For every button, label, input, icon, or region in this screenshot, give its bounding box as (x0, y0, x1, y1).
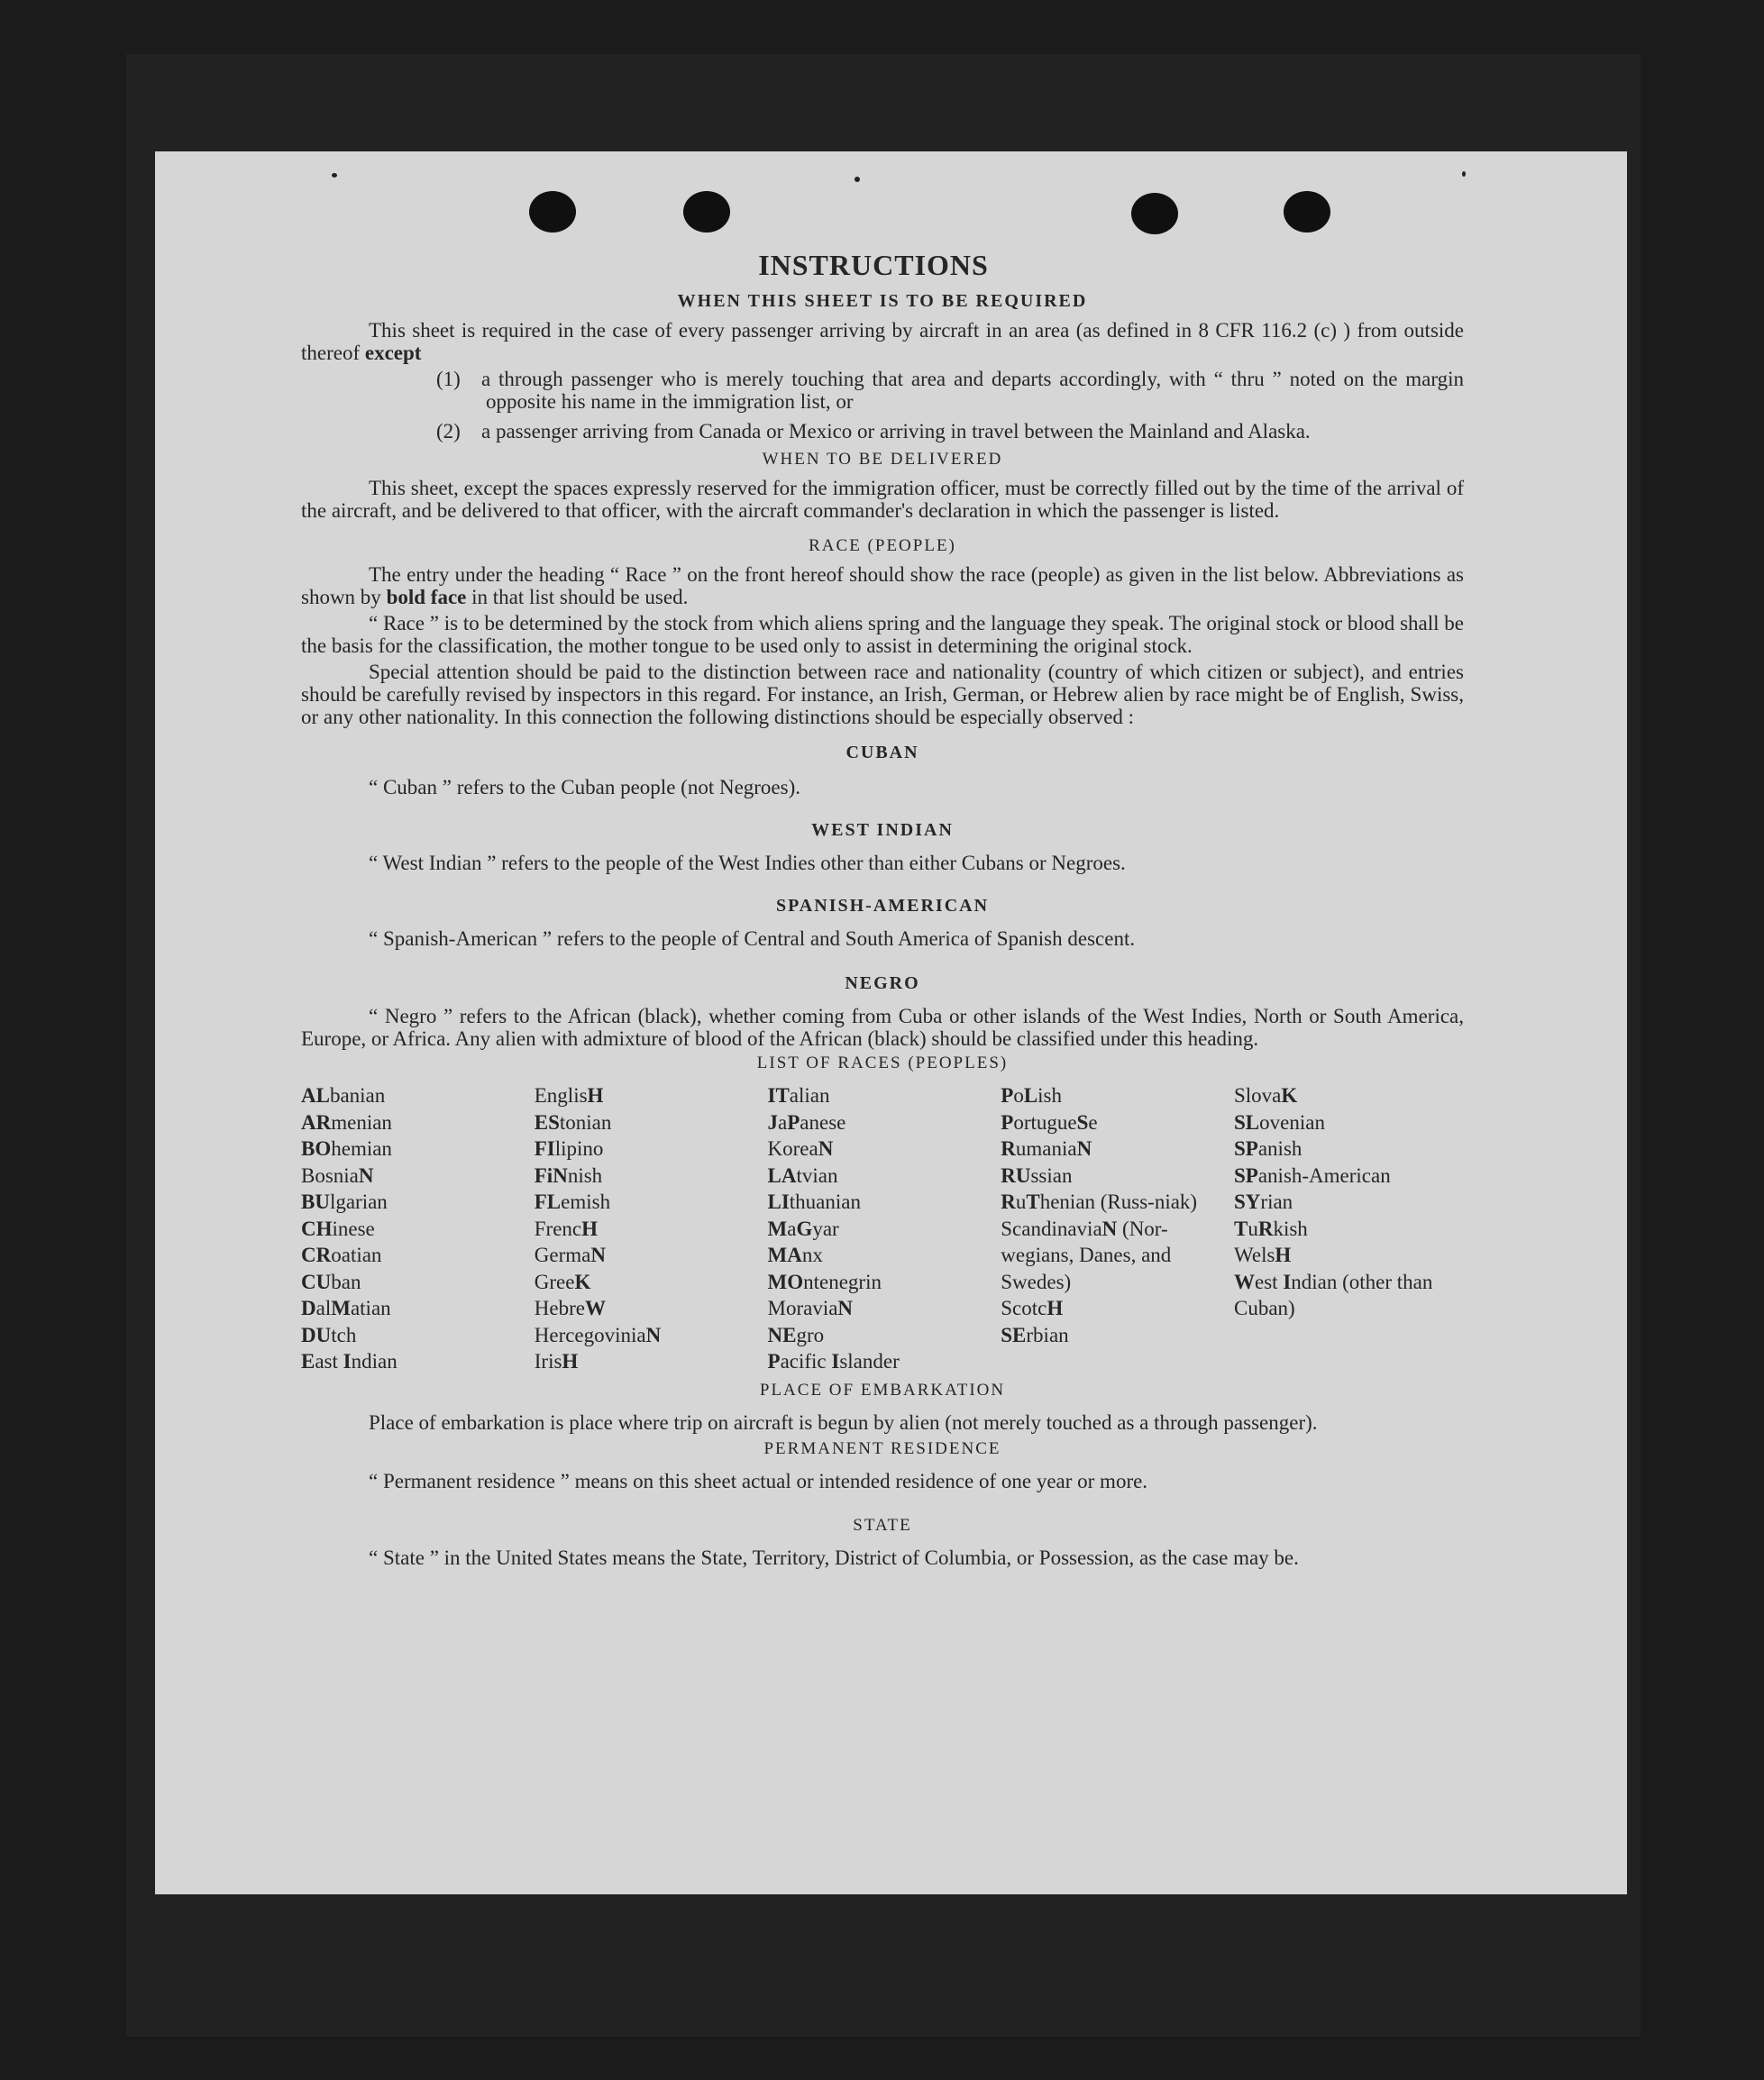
race-abbreviation: SP (1234, 1137, 1258, 1160)
exception-text: a through passenger who is merely touching that area and departs accordingly, with “ thru ” noted on the margin opposite his name in the immigration list, or (481, 368, 1464, 413)
race-abbreviation: M (767, 1217, 788, 1240)
race-entry (301, 1216, 531, 1243)
race-entry (301, 1109, 531, 1136)
race-entry (535, 1082, 764, 1109)
race-text: lipino (554, 1137, 604, 1160)
race-abbreviation: S (1076, 1110, 1089, 1134)
race-text: ndian (other than Cuban) (1234, 1270, 1433, 1319)
race-abbreviation: E (301, 1350, 315, 1373)
race-abbreviation: R (1001, 1137, 1016, 1160)
race-text: Scotc (1001, 1297, 1047, 1319)
race-abbreviation: SP (1234, 1163, 1258, 1187)
race-entry (768, 1189, 998, 1216)
speck (332, 173, 337, 178)
race-abbreviation: P (787, 1110, 800, 1134)
race-column (535, 1082, 764, 1375)
race-entry (1234, 1109, 1464, 1136)
race-abbreviation: D (301, 1297, 316, 1319)
race-text: Moravia (767, 1297, 838, 1319)
race-abbreviation: N (818, 1137, 834, 1160)
race-abbreviation: SE (1001, 1323, 1027, 1346)
race-abbreviation: J (767, 1110, 778, 1134)
race-abbreviation: FL (534, 1191, 562, 1213)
race-abbreviation: M (331, 1297, 351, 1319)
race-text: oatian (331, 1244, 382, 1266)
race-abbreviation: LI (767, 1191, 790, 1213)
race-abbreviation: N (358, 1163, 374, 1187)
race-entry (301, 1242, 531, 1269)
race-entry (768, 1082, 998, 1109)
race-abbreviation: CU (301, 1270, 332, 1293)
race-entry (535, 1322, 764, 1349)
race-entry (1001, 1295, 1230, 1322)
race-entry (301, 1322, 531, 1349)
race-text: Scandinavia (1001, 1217, 1102, 1240)
race-abbreviation: BU (301, 1191, 330, 1213)
race-abbreviation: H (1047, 1297, 1064, 1319)
section-heading-state: STATE (853, 1515, 912, 1535)
race-abbreviation: W (1234, 1270, 1255, 1293)
race-text: rian (1260, 1191, 1293, 1213)
race-paragraph-2: “ Race ” is to be determined by the stock from which aliens spring and the language they speak. The original stock or blood shall be the basis for the classification, the mother tongue to be used only to assist in determining the original stock. (301, 612, 1464, 657)
race-text: hemian (331, 1137, 392, 1160)
exception-number: (1) (436, 368, 461, 390)
race-text: Germa (534, 1244, 591, 1266)
race-text: ban (331, 1270, 361, 1293)
race-abbreviation: NE (767, 1323, 797, 1346)
race-entry (535, 1269, 764, 1296)
race-entry (768, 1109, 998, 1136)
race-text: o (1013, 1084, 1024, 1107)
race-entry (301, 1189, 531, 1216)
race-entry (768, 1295, 998, 1322)
race-abbreviation: H (587, 1084, 604, 1107)
west-indian-text: “ West Indian ” refers to the people of the West Indies other than either Cubans or Negroes. (369, 852, 1126, 874)
race-text: e (1088, 1110, 1098, 1134)
spanish-american-text: “ Spanish-American ” refers to the people of Central and South America of Spanish descent. (369, 927, 1136, 950)
punch-hole (683, 191, 730, 233)
race-text: Frenc (534, 1217, 582, 1240)
race-column (301, 1082, 531, 1375)
race-text: Englis (534, 1084, 588, 1107)
race-entry (1234, 1136, 1464, 1163)
race-text: Gree (534, 1270, 575, 1293)
section-heading-spanish-american: SPANISH-AMERICAN (775, 896, 990, 916)
section-heading-list-of-races: LIST OF RACES (PEOPLES) (756, 1054, 1009, 1072)
race-abbreviation: L (1023, 1084, 1038, 1107)
section-heading-west-indian: WEST INDIAN (811, 820, 954, 840)
race-text: umania (1015, 1137, 1077, 1160)
negro-text: “ Negro ” refers to the African (black), whether coming from Cuba or other islands of the West Indies, North or South America, Europe, or Africa. Any alien with admixture of blood of the African (black) should be classified under this heading. (301, 1005, 1464, 1050)
race-text: thuanian (789, 1191, 861, 1213)
race-abbreviation: DU (301, 1323, 332, 1346)
residence-text: “ Permanent residence ” means on this sheet actual or intended residence of one year or more. (369, 1469, 1148, 1492)
race-entry (301, 1163, 531, 1190)
race-text: inese (332, 1217, 375, 1240)
race-text: u (1248, 1217, 1258, 1240)
race-entry (768, 1348, 998, 1375)
race-text: tvian (796, 1163, 838, 1187)
race-entry (535, 1295, 764, 1322)
race-text: lgarian (329, 1191, 388, 1213)
race-entry (1234, 1082, 1464, 1109)
race-text: al (315, 1297, 332, 1319)
race-entry (768, 1163, 998, 1190)
race-abbreviation: ES (534, 1110, 560, 1134)
race-entry (768, 1136, 998, 1163)
race-abbreviation: R (1257, 1217, 1274, 1240)
race-text: alian (789, 1084, 830, 1107)
race-abbreviation: SL (1234, 1110, 1260, 1134)
exception-number: (2) (436, 420, 461, 442)
state-text: “ State ” in the United States means the State, Territory, District of Columbia, or Possession, as the case may be. (369, 1546, 1299, 1569)
race-text: ish (1037, 1084, 1062, 1107)
section-heading-embarkation: PLACE OF EMBARKATION (759, 1380, 1006, 1400)
race-text: anish-American (1257, 1163, 1391, 1187)
race-entry (301, 1269, 531, 1296)
race-abbreviation: H (562, 1350, 579, 1373)
race-abbreviation: IT (767, 1084, 790, 1107)
race-abbreviation: H (581, 1217, 599, 1240)
race-abbreviation: N (1076, 1137, 1092, 1160)
race-text: banian (329, 1084, 386, 1107)
race-entry (1001, 1109, 1230, 1136)
race-text: slander (839, 1350, 900, 1373)
exception-item (436, 368, 1464, 413)
punch-hole (1284, 191, 1330, 233)
section-heading-race: RACE (PEOPLE) (809, 536, 956, 555)
race-entry (1234, 1216, 1464, 1243)
race-entry (301, 1295, 531, 1322)
race-text: gro (796, 1323, 825, 1346)
race-abbreviation: P (1001, 1110, 1014, 1134)
race-abbreviation: H (1275, 1244, 1292, 1266)
race-abbreviation: P (1001, 1084, 1014, 1107)
race-entry (1001, 1136, 1230, 1163)
race-abbreviation: BO (301, 1137, 332, 1160)
section-heading-required: WHEN THIS SHEET IS TO BE REQUIRED (677, 291, 1088, 311)
embarkation-text: Place of embarkation is place where trip on aircraft is begun by alien (not merely touched as a through passenger). (369, 1410, 1318, 1434)
race-entry (535, 1348, 764, 1375)
race-entry (1001, 1322, 1230, 1349)
race-text: Hebre (534, 1297, 585, 1319)
race-abbreviation: K (574, 1270, 591, 1293)
race-abbreviation: MO (767, 1270, 804, 1293)
race-abbreviation: T (1234, 1217, 1248, 1240)
delivered-text: This sheet, except the spaces expressly reserved for the immigration officer, must be correctly filled out by the time of the arrival of the aircraft, and be delivered to that officer, with the aircraft commander's declaration in which the passenger is listed. (301, 477, 1464, 522)
race-text: ssian (1030, 1163, 1073, 1187)
race-abbreviation: AR (301, 1110, 332, 1134)
race-text: ortugue (1013, 1110, 1077, 1134)
race-text: est (1255, 1270, 1284, 1293)
race-abbreviation: I (343, 1350, 352, 1373)
race-entry (1234, 1242, 1464, 1269)
race-text: Iris (534, 1350, 562, 1373)
race-abbreviation: I (1283, 1270, 1292, 1293)
race-text: a (787, 1217, 797, 1240)
page-title: INSTRUCTIONS (758, 249, 989, 281)
race-text: emish (561, 1191, 611, 1213)
race-abbreviation: CR (301, 1244, 332, 1266)
race-text: nish (567, 1163, 603, 1187)
race-entry (535, 1189, 764, 1216)
race-abbreviation: N (1101, 1217, 1118, 1240)
race-text: menian (331, 1110, 392, 1134)
race-abbreviation: Fi (534, 1163, 553, 1187)
race-entry (1001, 1082, 1230, 1109)
instruction-sheet (155, 151, 1627, 1894)
race-text: Wels (1234, 1244, 1275, 1266)
section-heading-residence: PERMANENT RESIDENCE (763, 1438, 1001, 1458)
race-abbreviation: I (831, 1350, 840, 1373)
instructions-body (301, 249, 1464, 1573)
race-abbreviation: CH (301, 1217, 333, 1240)
race-text: Bosnia (301, 1163, 359, 1187)
race-column (1234, 1082, 1464, 1375)
race-entry (535, 1242, 764, 1269)
race-text: acific (780, 1350, 832, 1373)
race-entry (768, 1242, 998, 1269)
required-intro: This sheet is required in the case of every passenger arriving by aircraft in an area (as defined in 8 CFR 116.2 (c) ) from outside thereof except (301, 319, 1464, 364)
race-text: henian (Russ-niak) (1039, 1191, 1198, 1213)
race-abbreviation: SY (1234, 1191, 1261, 1213)
race-entry (535, 1163, 764, 1190)
cuban-text: “ Cuban ” refers to the Cuban people (not Negroes). (369, 776, 801, 798)
race-column (768, 1082, 998, 1375)
section-heading-negro: NEGRO (845, 973, 920, 993)
race-abbreviation: T (1026, 1191, 1040, 1213)
race-column (1001, 1082, 1230, 1375)
race-text: nx (801, 1244, 823, 1266)
race-abbreviation: MA (767, 1244, 802, 1266)
race-abbreviation: LA (767, 1163, 797, 1187)
section-heading-delivered: WHEN TO BE DELIVERED (762, 450, 1003, 469)
race-text: ntenegrin (803, 1270, 882, 1293)
race-abbreviation: K (1281, 1084, 1298, 1107)
race-text: ndian (351, 1350, 398, 1373)
required-exceptions-list (301, 368, 1464, 442)
race-text: anese (800, 1110, 846, 1134)
race-entry (301, 1082, 531, 1109)
punch-hole (529, 191, 576, 233)
race-entry (1001, 1163, 1230, 1190)
race-text: Slova (1234, 1084, 1282, 1107)
race-text: ovenian (1259, 1110, 1325, 1134)
race-text: tch (331, 1323, 357, 1346)
race-entry (301, 1136, 531, 1163)
section-heading-cuban: CUBAN (845, 743, 919, 762)
race-abbreviation: N (553, 1163, 568, 1187)
race-text: yar (812, 1217, 839, 1240)
race-abbreviation: R (1001, 1191, 1016, 1213)
race-abbreviation: N (645, 1323, 662, 1346)
race-text: (Nor-wegians, Danes, and Swedes) (1001, 1217, 1172, 1293)
race-abbreviation: N (837, 1297, 854, 1319)
race-abbreviation: P (767, 1350, 781, 1373)
race-entry (301, 1348, 531, 1375)
race-entry (768, 1216, 998, 1243)
race-abbreviation: N (590, 1244, 606, 1266)
race-entry (768, 1322, 998, 1349)
race-abbreviation: AL (301, 1084, 330, 1107)
exception-item (436, 420, 1464, 442)
race-text: a (778, 1110, 788, 1134)
race-paragraph-3: Special attention should be paid to the distinction between race and nationality (country of which citizen or subject), and entries should be carefully revised by inspectors in this regard. For instance, an Irish, German, or Hebrew alien by race might be of English, Swiss, or any other nationality. In this connection the following distinctions should be especially observed : (301, 661, 1464, 728)
race-text: Hercegovinia (534, 1323, 646, 1346)
race-entry (1001, 1216, 1230, 1296)
race-text: rbian (1026, 1323, 1069, 1346)
speck (855, 177, 860, 182)
race-text: tonian (559, 1110, 612, 1134)
race-paragraph-1: The entry under the heading “ Race ” on the front hereof should show the race (people) as given in the list below. Abbreviations as shown by bold face in that list should be used. (301, 563, 1464, 608)
exception-text: a passenger arriving from Canada or Mexico or arriving in travel between the Mainland and Alaska. (481, 420, 1311, 442)
race-text: atian (350, 1297, 391, 1319)
race-abbreviation: W (584, 1297, 606, 1319)
punch-hole (1131, 193, 1178, 234)
speck (1462, 171, 1466, 177)
race-entry (1234, 1269, 1464, 1322)
race-text: ast (315, 1350, 343, 1373)
race-text: Korea (767, 1137, 818, 1160)
race-entry (1001, 1189, 1230, 1216)
race-text: u (1015, 1191, 1027, 1213)
race-entry (1234, 1163, 1464, 1190)
race-entry (768, 1269, 998, 1296)
race-text: anish (1257, 1137, 1302, 1160)
race-abbreviation: RU (1001, 1163, 1031, 1187)
race-entry (535, 1216, 764, 1243)
race-text: kish (1273, 1217, 1308, 1240)
race-abbreviation: G (796, 1217, 813, 1240)
race-abbreviation: FI (534, 1137, 555, 1160)
list-of-races (301, 1082, 1464, 1375)
race-entry (535, 1136, 764, 1163)
race-entry (1234, 1189, 1464, 1216)
race-entry (535, 1109, 764, 1136)
